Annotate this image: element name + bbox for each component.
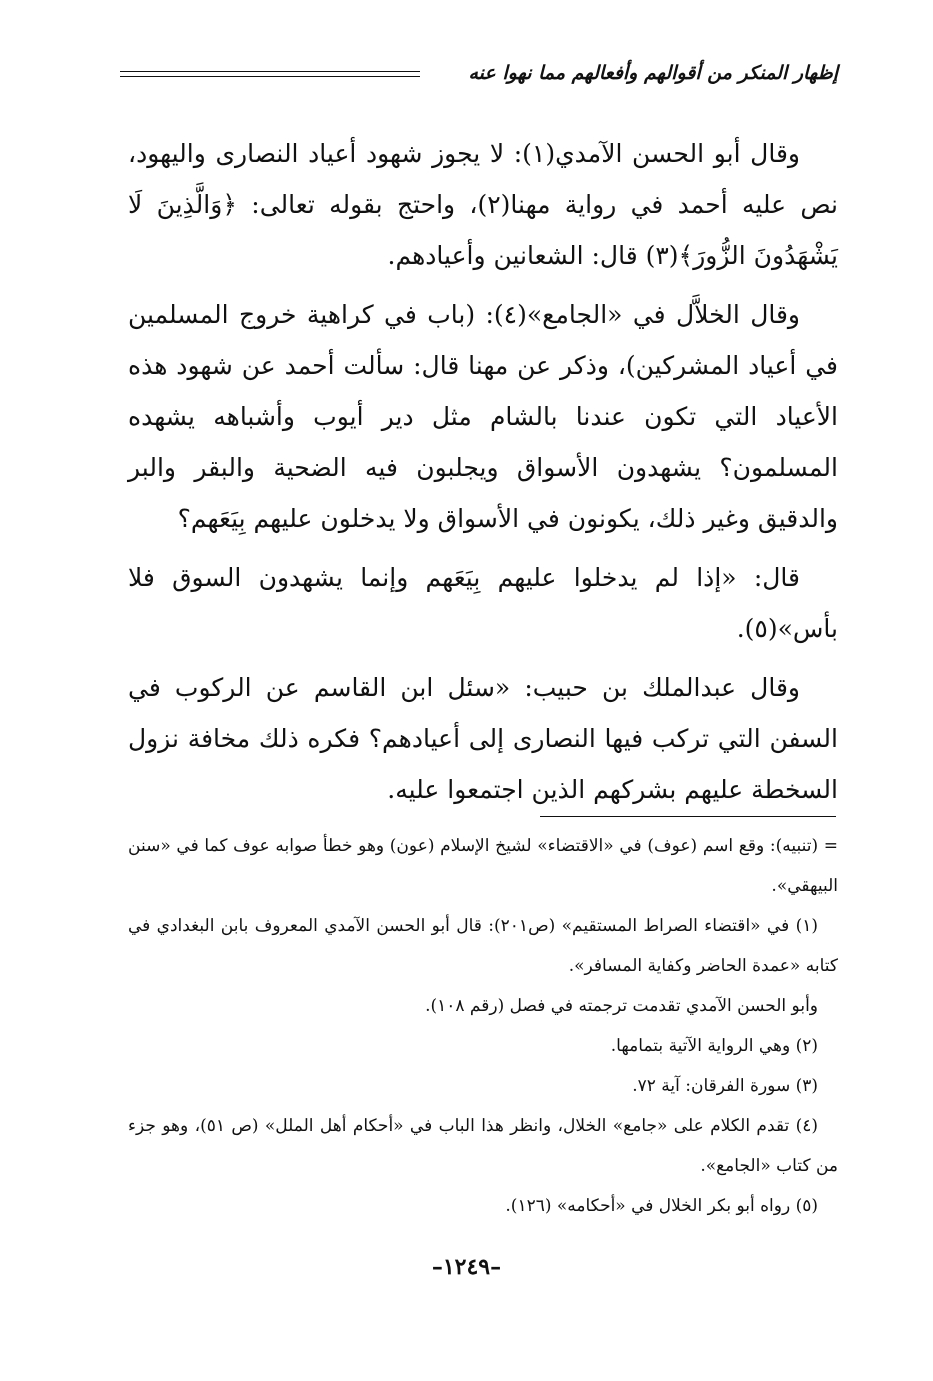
footnote-1: (١) في «اقتضاء الصراط المستقيم» (ص٢٠١): قال أبو الحسن الآمدي المعروف بابن البغدادي في كتابه «عمدة الحاضر وكفاية المسافر». [128, 916, 838, 976]
header-rule-bottom [120, 76, 420, 77]
footnotes [128, 826, 838, 1226]
footnote-continuation: = (تنبيه): وقع اسم (عوف) في «الاقتضاء» لشيخ الإسلام (عون) وهو خطأ صوابه عوف كما في «سنن البيهقي». [128, 836, 838, 896]
footnote-separator [540, 816, 836, 817]
footnote-3: (٣) سورة الفرقان: آية ٧٢. [632, 1076, 818, 1096]
footnote-4: (٤) تقدم الكلام على «جامع» الخلال، وانظر هذا الباب في «أحكام أهل الملل» (ص ٥١)، وهو جزء من كتاب «الجامع». [128, 1116, 838, 1176]
header-title: إظهار المنكر من أقوالهم وأفعالهم مما نهوا عنه [468, 62, 838, 84]
footnote-1-note: وأبو الحسن الآمدي تقدمت ترجمته في فصل (رقم ١٠٨). [425, 996, 818, 1016]
footnote-5: (٥) رواه أبو بكر الخلال في «أحكامه» (١٢٦). [505, 1196, 818, 1216]
paragraph-khallal: وقال الخلاَّل في «الجامع»(٤): (باب في كراهية خروج المسلمين في أعياد المشركين)، وذكر عن مهنا قال: سألت أحمد عن شهود هذه الأعياد التي تكون عندنا بالشام مثل دير أيوب وأشباهه يشهده المسلمون؟ يشهدون الأسواق ويجلبون فيه الضحية والبقر والبر والدقيق وغير ذلك، يكونون في الأسواق ولا يدخلون عليهم بِيَعَهم؟ [128, 300, 838, 533]
footnote-2: (٢) وهي الرواية الآتية بتمامها. [610, 1036, 818, 1056]
main-text [128, 128, 838, 823]
paragraph-amidi: وقال أبو الحسن الآمدي(١): لا يجوز شهود أعياد النصارى واليهود، نص عليه أحمد في رواية مهنا(٢)، واحتج بقوله تعالى: ﴿وَالَّذِينَ لَا يَشْهَدُونَ الزُّورَ﴾(٣) قال: الشعانين وأعيادهم. [128, 139, 838, 270]
header-rule-top [120, 71, 420, 72]
paragraph-answer: قال: «إذا لم يدخلوا عليهم بِيَعَهم وإنما يشهدون السوق فلا بأس»(٥). [128, 563, 838, 643]
running-header [120, 62, 838, 92]
paragraph-ibn-habib: وقال عبدالملك بن حبيب: «سئل ابن القاسم عن الركوب في السفن التي تركب فيها النصارى إلى أعيادهم؟ فكره ذلك مخافة نزول السخطة عليهم بشركهم الذين اجتمعوا عليه. [128, 673, 838, 804]
page-number: –١٢٤٩– [431, 1254, 502, 1280]
